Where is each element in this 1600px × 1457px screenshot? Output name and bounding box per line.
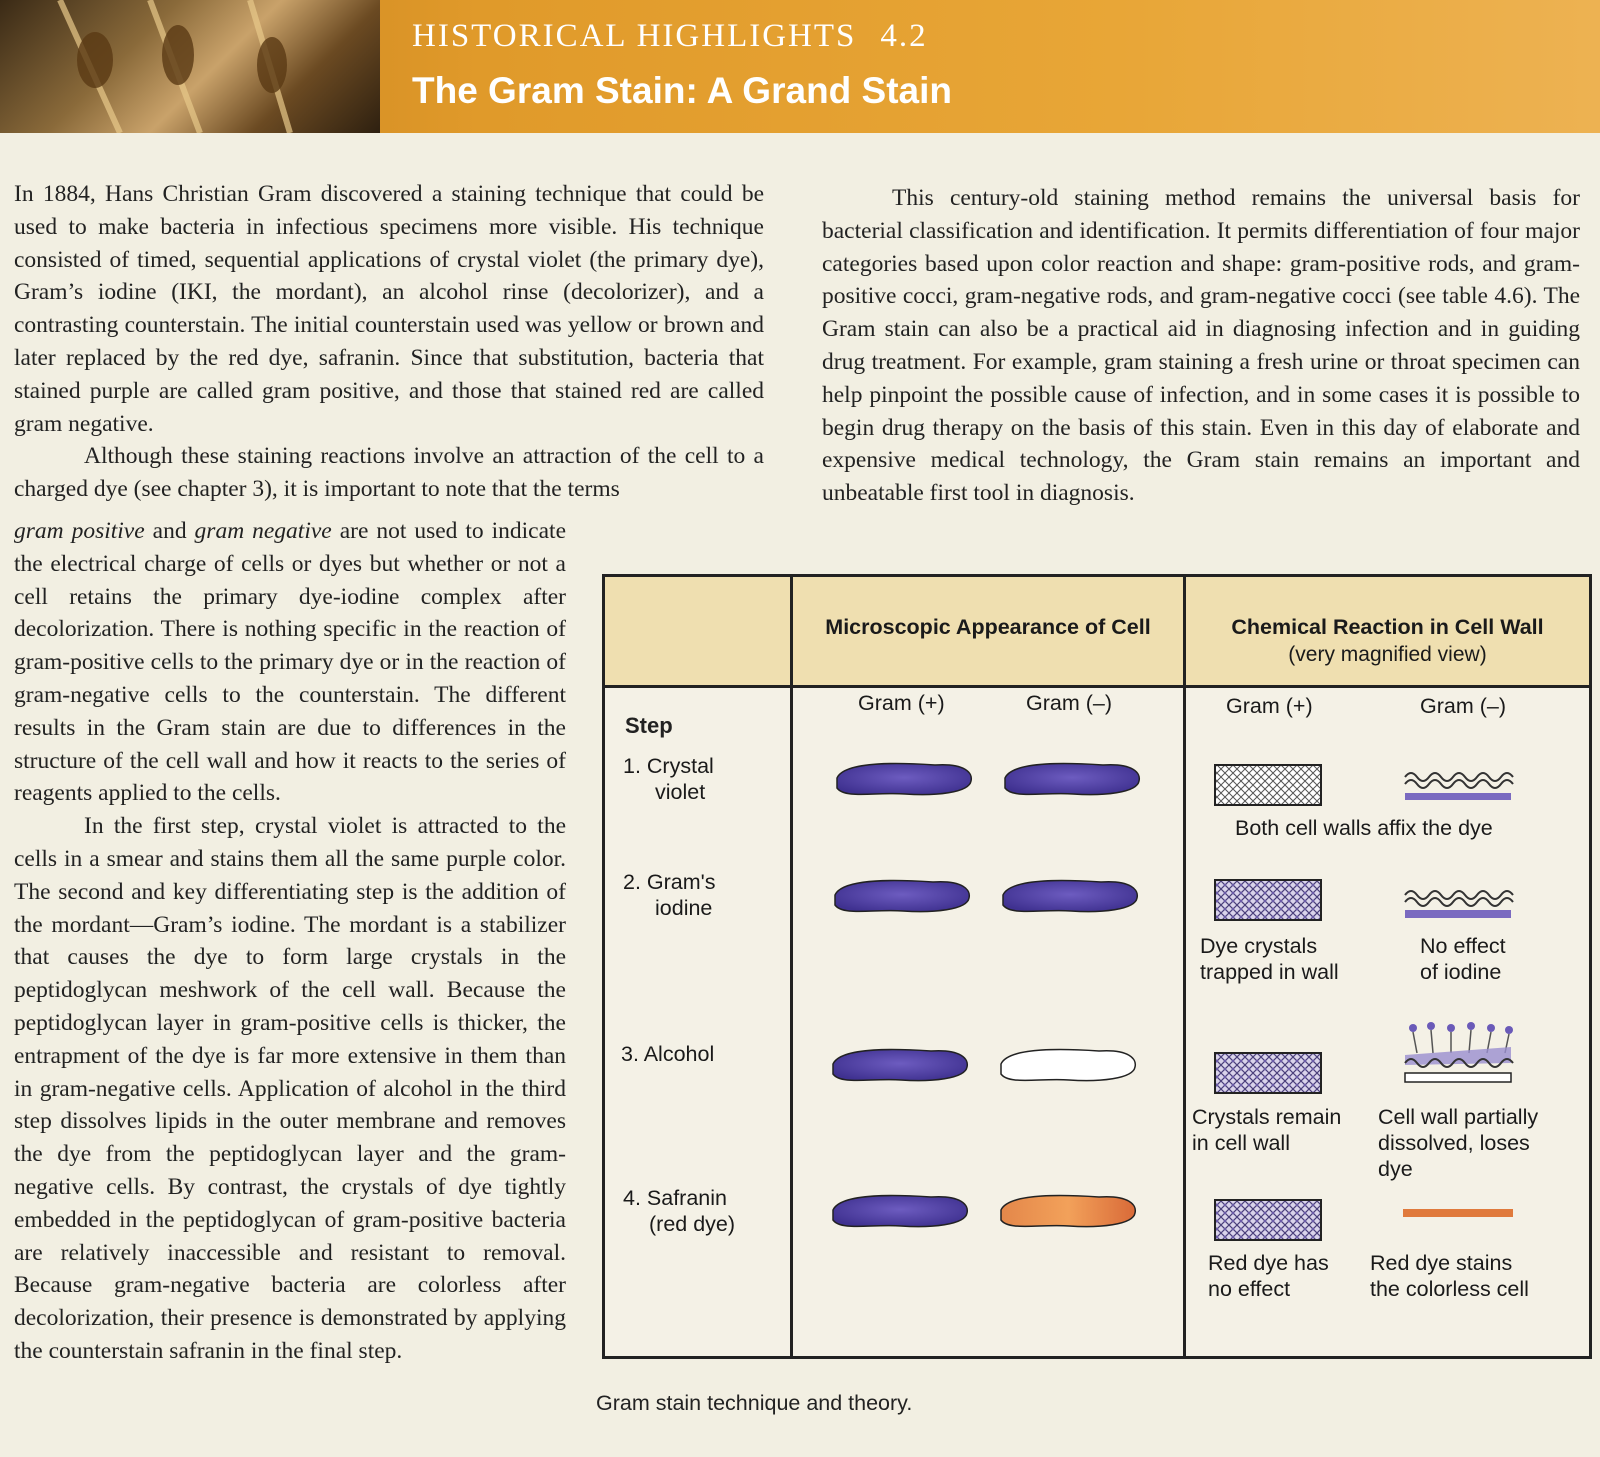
cell-step4-gram-neg <box>1001 1195 1135 1226</box>
chem-note-step4-pos-2: no effect <box>1208 1277 1291 1301</box>
chem-note-step4-neg-1: Red dye stains <box>1370 1251 1513 1275</box>
step-1-line-1: 1. Crystal <box>623 754 714 778</box>
figure-caption: Gram stain technique and theory. <box>596 1391 913 1415</box>
chem-gram-neg-label: Gram (–) <box>1420 694 1506 718</box>
chem-gram-pos-label: Gram (+) <box>1226 694 1313 718</box>
body-left-column-top <box>14 178 764 506</box>
banner-title: The Gram Stain: A Grand Stain <box>412 70 953 111</box>
chem-note-step2-neg-1: No effect <box>1420 934 1506 958</box>
paragraph-1: In 1884, Hans Christian Gram discovered a staining technique that could be used to make bacteria in infectious specimens more visible. His technique consisted of timed, sequential applications of crystal violet (the primary dye), Gram’s iodine (IKI, the mordant), an alcohol rinse (decolorizer), and a contrasting counterstain. The initial counterstain used was yellow or brown and later replaced by the red dye, safranin. Since that substitution, bacteria that stained purple are called gram positive, and those that stained red are called gram negative. <box>14 181 764 437</box>
series-title: HISTORICAL HIGHLIGHTS <box>412 18 857 54</box>
paragraph-2-start: Although these staining reactions involve an attraction of the cell to a charged dye (see chapter 3), it is important to note that the terms <box>14 443 764 503</box>
wall-step1-gram-pos <box>1215 765 1321 805</box>
step-column-title: Step <box>625 713 673 738</box>
header-chemical-title: Chemical Reaction in Cell Wall <box>1231 615 1544 639</box>
wall-step1-gram-neg <box>1405 773 1513 800</box>
chem-note-step4-neg-2: the colorless cell <box>1370 1277 1529 1301</box>
chem-note-step2-neg <box>1420 933 1506 985</box>
chem-note-step3-neg-2: dissolved, loses <box>1378 1131 1530 1155</box>
micro-gram-neg-label: Gram (–) <box>1026 691 1112 715</box>
chem-note-step3-pos-2: in cell wall <box>1192 1131 1290 1155</box>
wall-step2-gram-pos <box>1215 880 1321 920</box>
microscope-illustration <box>0 0 380 133</box>
chem-note-step4-neg <box>1370 1250 1529 1302</box>
cell-step2-gram-pos <box>835 880 969 911</box>
chem-note-step1: Both cell walls affix the dye <box>1235 816 1493 840</box>
chem-note-step3-neg-1: Cell wall partially <box>1378 1105 1539 1129</box>
paragraph-3: In the first step, crystal violet is attracted to the cells in a smear and stains them all the same purple color. The second and key differentiating step is the addition of the mordant—Gram’s iodine. The mordant is a stabilizer that causes the dye to form large crystals in the peptidoglycan meshwork of the cell wall. Because the peptidoglycan layer in gram-positive cells is thicker, the entrapment of the dye is far more extensive in them than in gram-negative cells. Application of alcohol in the third step dissolves lipids in the outer membrane and removes the dye from the peptidoglycan layer and the gram-negative cells. By contrast, the crystals of dye tightly embedded in the peptidoglycan of gram-positive bacteria are relatively inaccessible and resistant to removal. Because gram-negative bacteria are colorless after decolorization, their presence is demonstrated by applying the counterstain safranin in the final step. <box>14 813 566 1364</box>
gram-stain-figure <box>602 574 1592 1359</box>
series-number: 4.2 <box>880 18 928 54</box>
header-microscopic: Microscopic Appearance of Cell <box>825 615 1151 639</box>
step-2-line-2: iodine <box>655 896 713 920</box>
microscope-photo <box>0 0 380 133</box>
chem-note-step4-pos-1: Red dye has <box>1208 1251 1329 1275</box>
chem-note-step3-pos <box>1192 1104 1341 1156</box>
chem-note-step2-neg-2: of iodine <box>1420 960 1502 984</box>
paragraph-2-continued <box>14 515 566 810</box>
chem-note-step3-pos-1: Crystals remain <box>1192 1105 1342 1129</box>
wall-step3-gram-pos <box>1215 1053 1321 1093</box>
cell-step3-gram-neg <box>1001 1049 1135 1080</box>
step-4-line-1: 4. Safranin <box>623 1186 727 1210</box>
cell-step1-gram-pos <box>837 763 971 794</box>
wall-step2-gram-neg <box>1405 891 1513 918</box>
step-3-line-1: 3. Alcohol <box>621 1042 715 1066</box>
chem-note-step3-neg <box>1378 1104 1538 1182</box>
cell-step3-gram-pos <box>833 1049 967 1080</box>
term-gram-positive: gram positive <box>14 518 145 544</box>
chem-note-step3-neg-3: dye <box>1378 1157 1413 1181</box>
chem-note-step4-pos <box>1208 1250 1329 1302</box>
header-chemical-subtitle: (very magnified view) <box>1288 643 1487 666</box>
wall-step4-gram-neg <box>1403 1209 1513 1217</box>
cell-step1-gram-neg <box>1005 763 1139 794</box>
header-banner <box>0 0 1600 133</box>
paragraph-2-rest: are not used to indicate the electrical charge of cells or dyes but whether or not a cell retains the primary dye-iodine complex after decolorization. There is nothing specific in the reaction of gram-positive cells to the primary dye or in the reaction of gram-negative cells to the counterstain. The different results in the Gram stain are due to differences in the structure of the cell wall and how it reacts to the series of reagents applied to the cells. <box>14 518 567 807</box>
body-left-column-narrow <box>14 515 566 1368</box>
cell-step2-gram-neg <box>1003 880 1137 911</box>
paragraph-right: This century-old staining method remains the universal basis for bacterial classification and identification. It permits differentiation of four major categories based upon color reaction and shape: gram-positive rods, and gram-positive cocci, gram-negative rods, and gram-negative cocci (see table 4.6). The Gram stain can also be a practical aid in diagnosing infection and in guiding drug treatment. For example, gram staining a fresh urine or throat specimen can help pinpoint the possible cause of infection, and in some cases it is possible to begin drug therapy on the basis of this stain. Even in this day of elaborate and expensive medical technology, the Gram stain remains an important and unbeatable first tool in diagnosis. <box>822 185 1580 507</box>
chem-note-step2-pos-1: Dye crystals <box>1200 934 1318 958</box>
cell-step4-gram-pos <box>833 1195 967 1226</box>
step-1-line-2: violet <box>655 780 706 804</box>
step-2-line-1: 2. Gram's <box>623 870 716 894</box>
step-4-line-2: (red dye) <box>649 1212 736 1236</box>
chem-note-step2-pos <box>1200 933 1339 985</box>
wall-step4-gram-pos <box>1215 1200 1321 1240</box>
wall-step3-gram-neg <box>1405 1022 1513 1082</box>
conjunction: and <box>144 518 195 544</box>
banner-series-label <box>412 18 928 55</box>
micro-gram-pos-label: Gram (+) <box>858 691 945 715</box>
body-right-column <box>822 182 1580 510</box>
term-gram-negative: gram negative <box>194 518 332 544</box>
chem-note-step2-pos-2: trapped in wall <box>1200 960 1339 984</box>
